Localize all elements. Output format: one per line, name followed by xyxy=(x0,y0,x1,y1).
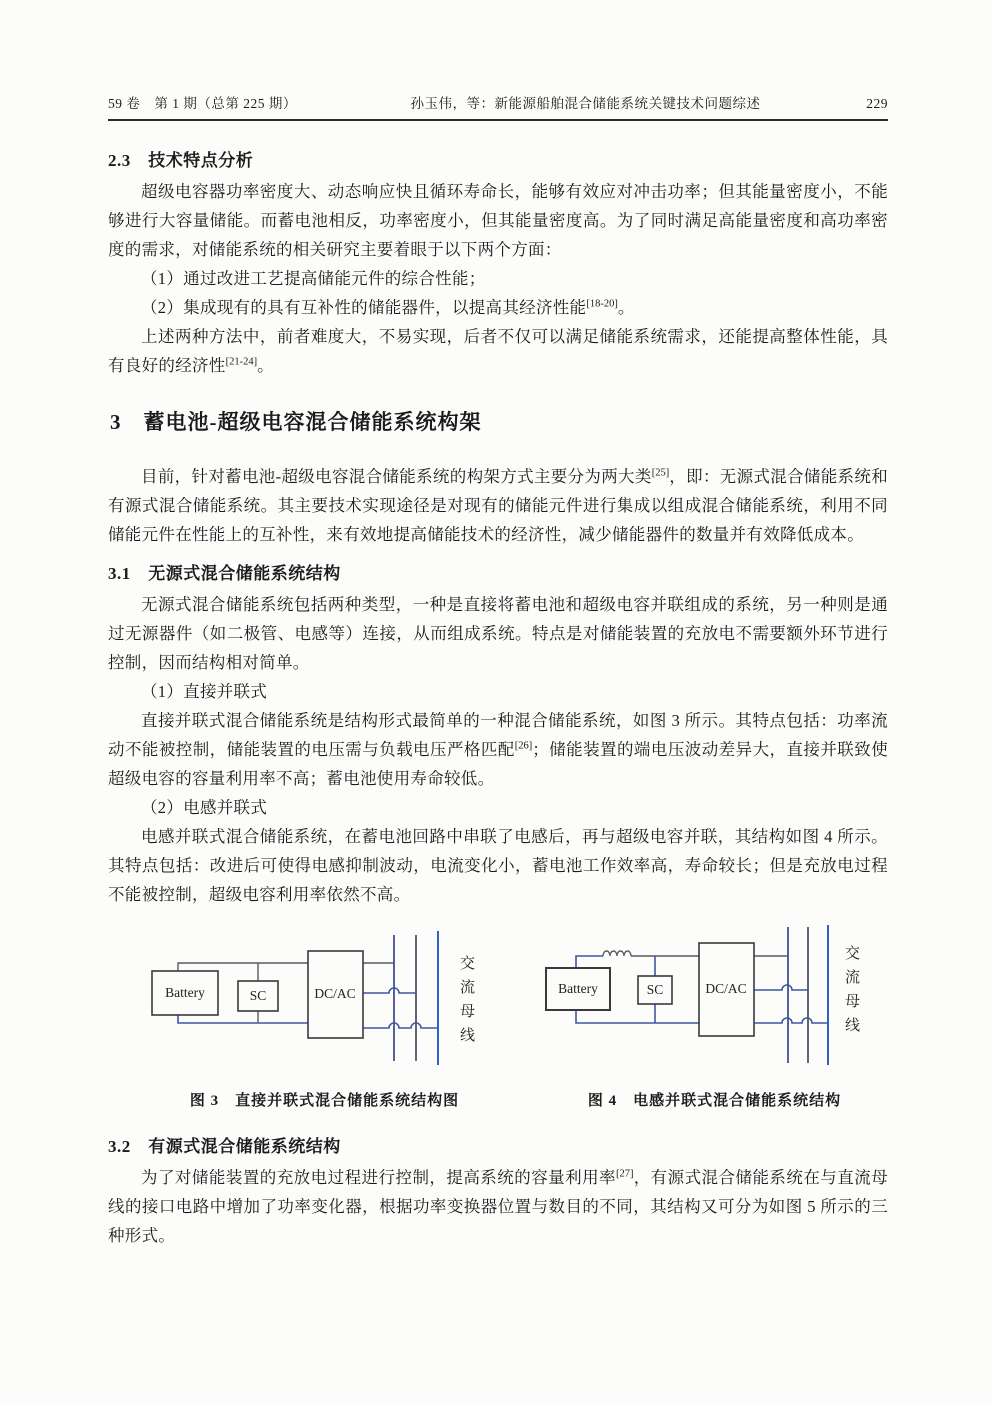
phase-line-bottom xyxy=(754,1018,828,1023)
paragraph-text: 电感并联式混合储能系统，在蓄电池回路中串联了电感后，再与超级电容并联，其结构如图 4 所示。其特点包括：改进后可使得电感抑制波动，电流变化小，蓄电池工作效率高，寿命较长；但是充放电过程不能被控制，超级电容利用率依然不高。 xyxy=(108,827,888,904)
list-item-1 xyxy=(108,264,888,293)
figure-3 xyxy=(126,923,523,1110)
citation-ref-27: [27] xyxy=(616,1168,634,1180)
header-issue: 59 卷 第 1 期（总第 225 期） xyxy=(108,96,297,111)
subheading-text: （1）直接并联式 xyxy=(141,682,268,701)
paragraph-text: 超级电容器功率密度大、动态响应快且循环寿命长，能够有效应对冲击功率；但其能量密度小，不能够进行大容量储能。而蓄电池相反，功率密度小，但其能量密度高。为了同时满足高能量密度和高功率密度的需求，对储能系统的相关研究主要着眼于以下两个方面： xyxy=(108,182,888,259)
citation-ref-21-24: [21-24] xyxy=(225,356,258,368)
paragraph-passive-types xyxy=(108,590,888,677)
paragraph-active-structure xyxy=(108,1163,888,1250)
phase-line-bottom xyxy=(363,1023,438,1028)
section-3-heading: 3 蓄电池-超级电容混合储能系统构架 xyxy=(110,410,482,434)
section-3-2-heading: 3.2 有源式混合储能系统结构 xyxy=(108,1137,341,1156)
subheading-text: （2）电感并联式 xyxy=(141,798,268,817)
dcac-converter-box-label: DC/AC xyxy=(314,986,356,1001)
dcac-converter-box-label: DC/AC xyxy=(705,981,747,996)
bottom-wire xyxy=(576,1010,699,1023)
figure-4-caption: 图 4 电感并联式混合储能系统结构 xyxy=(587,1093,842,1109)
figures-row xyxy=(108,923,888,1110)
phase-line-mid xyxy=(363,988,416,993)
header-page-number: 229 xyxy=(866,96,888,111)
figure-4-svg xyxy=(541,923,886,1073)
list-item-2 xyxy=(108,293,888,322)
list-item-text: （2）集成现有的具有互补性的储能器件，以提高其经济性能 xyxy=(141,298,587,317)
supercapacitor-box-label: SC xyxy=(646,982,664,997)
citation-ref-26: [26] xyxy=(514,740,533,752)
paragraph-text: ；储能装置的端电压波动差异大，直接并联致使超级电容的容量利用率不高；蓄电池使用寿命较低。 xyxy=(108,740,888,788)
figure-4 xyxy=(541,923,888,1110)
ac-bus-label: 交流母线 xyxy=(458,955,474,1051)
section-2-3-heading: 2.3 技术特点分析 xyxy=(108,151,254,170)
paragraph-two-methods xyxy=(108,322,888,380)
paragraph-architecture-overview xyxy=(108,462,888,549)
paragraph-text: 无源式混合储能系统包括两种类型，一种是直接将蓄电池和超级电容并联组成的系统，另一种则是通过无源器件（如二极管、电感等）连接，从而组成系统。特点是对储能装置的充放电不需要额外环节进行控制，因而结构相对简单。 xyxy=(108,595,888,672)
citation-ref-18-20: [18-20] xyxy=(586,298,618,310)
top-wire-left xyxy=(576,956,603,968)
figure-4-diagram xyxy=(541,923,888,1073)
subheading-inductor-parallel xyxy=(108,793,888,822)
inductor-coil xyxy=(603,951,631,956)
bottom-wire xyxy=(178,1015,308,1023)
paragraph-text: ，有源式混合储能系统在与直流母线的接口电路中增加了功率变化器，根据功率变换器位置与数目的不同，其结构又可分为如图 5 所示的三种形式。 xyxy=(108,1168,889,1245)
section-3-1-heading: 3.1 无源式混合储能系统结构 xyxy=(108,564,341,583)
paragraph-text: 直接并联式混合储能系统是结构形式最简单的一种混合储能系统，如图 3 所示。其特点包括：功率流动不能被控制，储能装置的电压需与负载电压严格匹配 xyxy=(108,711,888,759)
paragraph-text: ，即：无源式混合储能系统和有源式混合储能系统。其主要技术实现途径是对现有的储能元件进行集成以组成混合储能系统，利用不同储能元件在性能上的互补性，来有效地提高储能技术的经济性，减少储能器件的数量并有效降低成本。 xyxy=(108,467,889,544)
battery-box-label: Battery xyxy=(558,981,598,996)
supercapacitor-box-label: SC xyxy=(249,988,267,1003)
paragraph-text: 上述两种方法中，前者难度大，不易实现，后者不仅可以满足储能系统需求，还能提高整体性能，具有良好的经济性 xyxy=(108,327,888,375)
figure-3-diagram xyxy=(126,923,523,1073)
top-wire xyxy=(178,963,308,971)
figure-3-svg xyxy=(126,923,506,1073)
page-header xyxy=(108,0,888,121)
figure-3-caption: 图 3 直接并联式混合储能系统结构图 xyxy=(189,1093,460,1109)
citation-ref-25: [25] xyxy=(651,467,670,479)
paragraph-text: 。 xyxy=(257,356,274,375)
paragraph-text: 目前，针对蓄电池-超级电容混合储能系统的构架方式主要分为两大类 xyxy=(141,467,652,486)
phase-line-mid xyxy=(754,985,808,990)
battery-box-label: Battery xyxy=(165,985,205,1000)
paragraph-inductor-parallel xyxy=(108,822,888,909)
paragraph-text: 为了对储能装置的充放电过程进行控制，提高系统的容量利用率 xyxy=(141,1168,617,1187)
list-item-text: 。 xyxy=(617,298,635,317)
list-item-text: （1）通过改进工艺提高储能元件的综合性能； xyxy=(141,269,486,288)
subheading-direct-parallel xyxy=(108,677,888,706)
paragraph-direct-parallel xyxy=(108,706,888,793)
ac-bus-label: 交流母线 xyxy=(842,945,859,1041)
paragraph-supercap-vs-battery xyxy=(108,177,888,264)
header-running-title: 孙玉伟，等：新能源船舶混合储能系统关键技术问题综述 xyxy=(410,96,761,111)
